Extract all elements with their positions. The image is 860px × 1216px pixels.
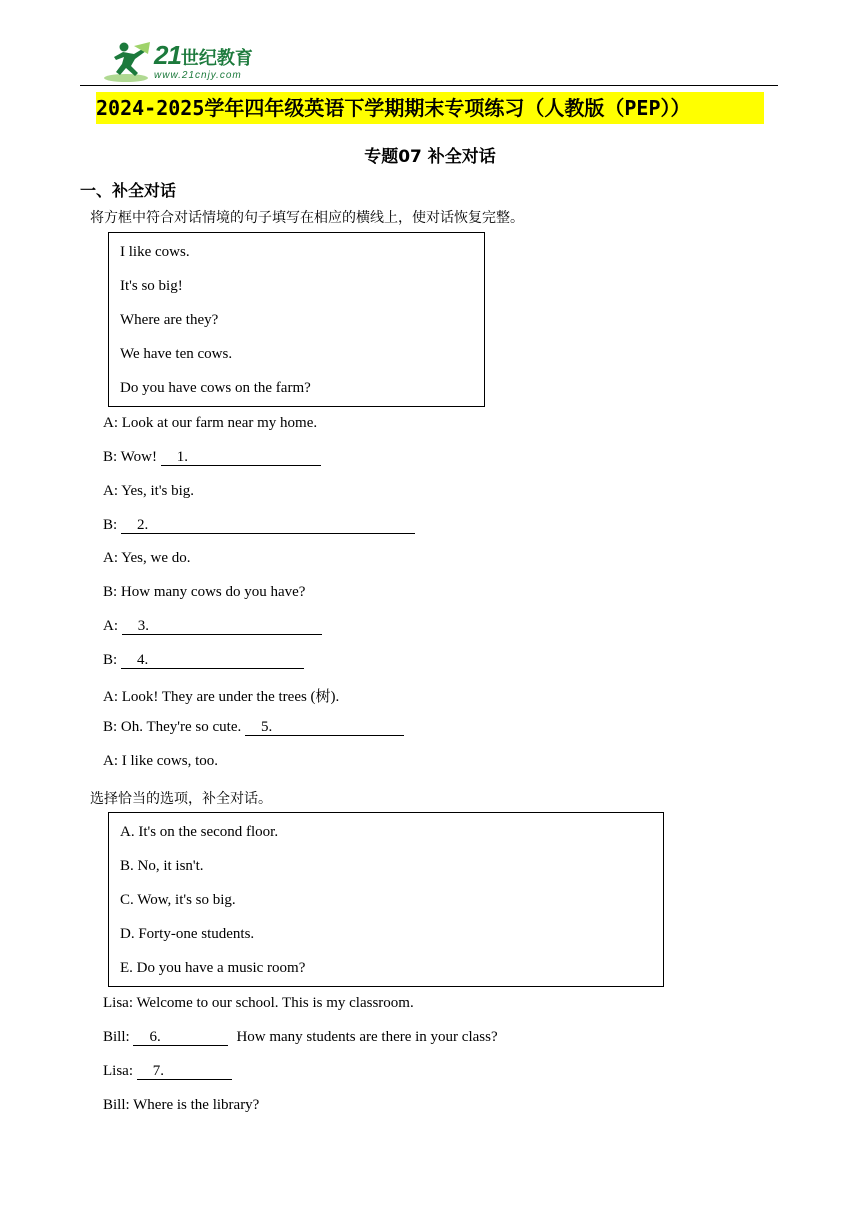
speaker-text: A: (103, 618, 122, 634)
instruction-1: 将方框中符合对话情境的句子填写在相应的横线上，使对话恢复完整。 (90, 210, 524, 226)
option-item: Where are they? (120, 312, 219, 328)
dialogue-line (103, 517, 415, 534)
instruction-2: 选择恰当的选项，补全对话。 (90, 791, 272, 807)
runner-logo-icon (104, 40, 154, 84)
speaker-text: B: (103, 517, 121, 533)
dialogue-suffix: How many students are there in your class? (236, 1029, 498, 1045)
dialogue-line: A: Yes, we do. (103, 550, 191, 566)
dialogue-line: A: I like cows, too. (103, 753, 218, 769)
option-item: E. Do you have a music room? (120, 960, 306, 976)
dialogue-line: A: Look at our farm near my home. (103, 415, 318, 431)
answer-blank-1[interactable]: 1. (161, 449, 321, 466)
topic-title: 专题07 补全对话 (364, 147, 496, 167)
option-item: It's so big! (120, 278, 183, 294)
answer-blank-5[interactable]: 5. (245, 719, 404, 736)
answer-blank-2[interactable]: 2. (121, 517, 415, 534)
dialogue-line (103, 618, 322, 635)
speaker-text: B: (103, 652, 121, 668)
logo-url: www.21cnjy.com (154, 70, 242, 81)
speaker-text: Bill: (103, 1029, 134, 1045)
dialogue-line (103, 449, 321, 466)
dialogue-line: Lisa: Welcome to our school. This is my classroom. (103, 995, 414, 1011)
document-title: 2024-2025学年四年级英语下学期期末专项练习（人教版（PEP）） (96, 92, 764, 124)
option-item: I like cows. (120, 244, 190, 260)
logo-wordmark: 21世纪教育 (154, 40, 253, 70)
speaker-text: B: Wow! (103, 449, 161, 465)
option-item: A. It's on the second floor. (120, 824, 279, 840)
option-item: D. Forty-one students. (120, 926, 255, 942)
options-box-2 (108, 812, 664, 987)
section-heading: 一、补全对话 (80, 181, 177, 200)
dialogue-line: A: Yes, it's big. (103, 483, 195, 499)
dialogue-line: B: How many cows do you have? (103, 584, 306, 600)
dialogue-line (103, 719, 404, 736)
dialogue-line (103, 1029, 498, 1046)
answer-blank-3[interactable]: 3. (122, 618, 322, 635)
option-item: B. No, it isn't. (120, 858, 204, 874)
dialogue-line (103, 1063, 232, 1080)
answer-blank-7[interactable]: 7. (137, 1063, 232, 1080)
options-box-1 (108, 232, 485, 407)
speaker-text: Lisa: (103, 1063, 137, 1079)
answer-blank-6[interactable]: 6. (133, 1029, 228, 1046)
dialogue-line: Bill: Where is the library? (103, 1097, 260, 1113)
dialogue-line (103, 652, 304, 669)
option-item: We have ten cows. (120, 346, 233, 362)
dialogue-line: A: Look! They are under the trees (树). (103, 689, 340, 705)
option-item: Do you have cows on the farm? (120, 380, 311, 396)
answer-blank-4[interactable]: 4. (121, 652, 304, 669)
site-logo (104, 40, 274, 86)
speaker-text: B: Oh. They're so cute. (103, 719, 245, 735)
header-divider (80, 85, 778, 86)
option-item: C. Wow, it's so big. (120, 892, 236, 908)
